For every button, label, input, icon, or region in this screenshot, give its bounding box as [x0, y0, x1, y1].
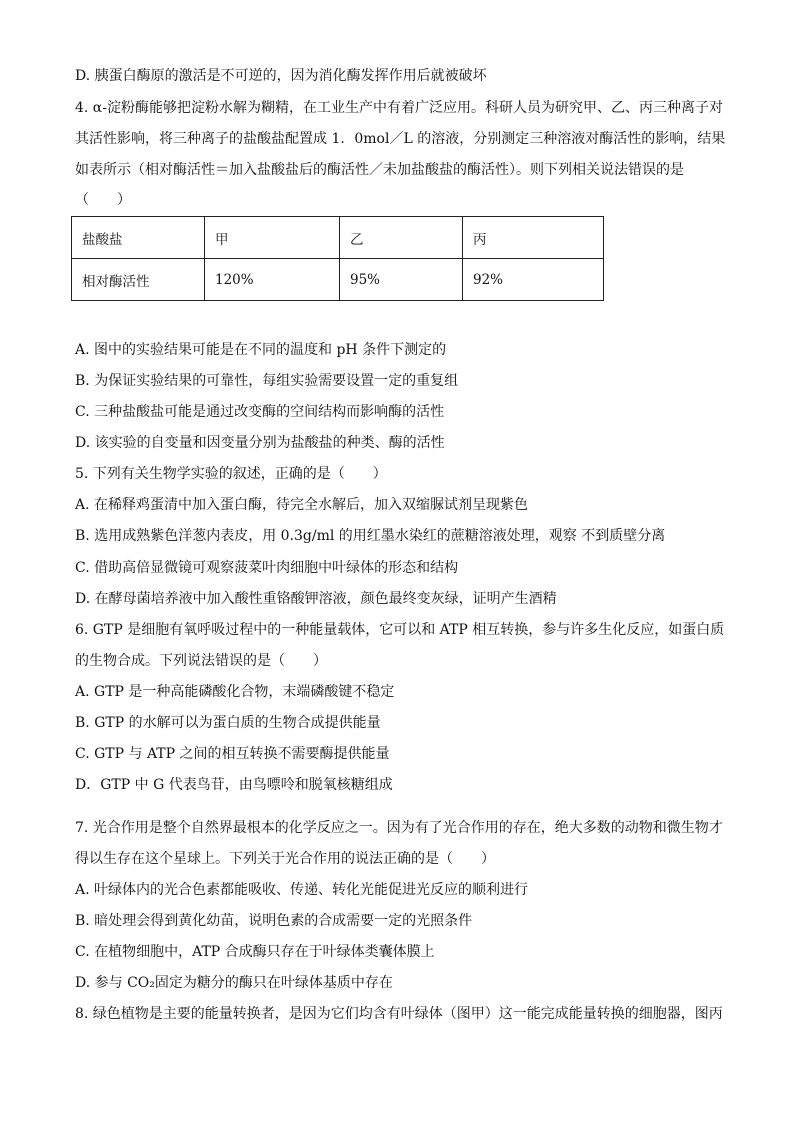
table-row: [72, 259, 604, 301]
text-line: 7. 光合作用是整个自然界最根本的化学反应之一。因为有了光合作用的存在，绝大多数的动物和微生物才: [75, 820, 723, 836]
text-line: 如表所示（相对酶活性＝加入盐酸盐后的酶活性／未加盐酸盐的酶活性）。则下列相关说法错误的是: [75, 162, 684, 178]
table-cell: 甲: [205, 217, 340, 259]
text-line: B. 为保证实验结果的可靠性，每组实验需要设置一定的重复组: [75, 373, 459, 389]
table-cell: 盐酸盐: [72, 217, 205, 259]
table-cell: 95%: [340, 259, 463, 301]
text-line: D. 胰蛋白酶原的激活是不可逆的，因为消化酶发挥作用后就被破坏: [75, 68, 487, 84]
table-cell: 相对酶活性: [72, 259, 205, 301]
text-line: 6. GTP 是细胞有氧呼吸过程中的一种能量载体，它可以和 ATP 相互转换，参与许多生化反应，如蛋白质: [75, 622, 725, 638]
table-row: [72, 217, 604, 259]
text-line: 其活性影响，将三种离子的盐酸盐配置成 1．0mol／L 的溶液，分别测定三种溶液对酶活性的影响，结果: [75, 131, 726, 147]
text-line: B. 暗处理会得到黄化幼苗，说明色素的合成需要一定的光照条件: [75, 913, 473, 929]
text-line: 4. α-淀粉酶能够把淀粉水解为糊精，在工业生产中有着广泛应用。科研人员为研究甲、乙、丙三种离子对: [75, 100, 723, 116]
text-line: B. GTP 的水解可以为蛋白质的生物合成提供能量: [75, 715, 381, 731]
table-cell: 丙: [463, 217, 604, 259]
text-line: C. 三种盐酸盐可能是通过改变酶的空间结构而影响酶的活性: [75, 404, 445, 420]
text-line: D．GTP 中 G 代表鸟苷，由鸟嘌呤和脱氧核糖组成: [75, 777, 393, 793]
table-cell: 92%: [463, 259, 604, 301]
text-line: A. 在稀释鸡蛋清中加入蛋白酶，待完全水解后，加入双缩脲试剂呈现紫色: [75, 497, 529, 513]
enzyme-activity-table: [71, 216, 604, 301]
text-line: （ ）: [75, 192, 131, 208]
text-line: C. 在植物细胞中，ATP 合成酶只存在于叶绿体类囊体膜上: [75, 944, 435, 960]
text-line: A. GTP 是一种高能磷酸化合物，末端磷酸键不稳定: [75, 684, 395, 700]
text-line: D. 参与 CO₂固定为糖分的酶只在叶绿体基质中存在: [75, 975, 393, 991]
text-line: 5. 下列有关生物学实验的叙述，正确的是（ ）: [75, 466, 387, 482]
text-line: A. 叶绿体内的光合色素都能吸收、传递、转化光能促进光反应的顺利进行: [75, 882, 529, 898]
text-line: D. 在酵母菌培养液中加入酸性重铬酸钾溶液，颜色最终变灰绿，证明产生酒精: [75, 591, 557, 607]
text-line: 8. 绿色植物是主要的能量转换者，是因为它们均含有叶绿体（图甲）这一能完成能量转换的细胞器，图丙: [75, 1006, 723, 1022]
text-line: B. 选用成熟紫色洋葱内表皮，用 0.3g/ml 的用红墨水染红的蔗糖溶液处理，观察 不到质壁分离: [75, 528, 666, 544]
text-line: 得以生存在这个星球上。下列关于光合作用的说法正确的是（ ）: [75, 851, 495, 867]
text-line: 的生物合成。下列说法错误的是（ ）: [75, 653, 327, 669]
text-line: A. 图中的实验结果可能是在不同的温度和 pH 条件下测定的: [75, 342, 447, 358]
text-line: D. 该实验的自变量和因变量分别为盐酸盐的种类、酶的活性: [75, 435, 445, 451]
table-cell: 乙: [340, 217, 463, 259]
text-line: C. 借助高倍显微镜可观察菠菜叶肉细胞中叶绿体的形态和结构: [75, 560, 459, 576]
text-line: C. GTP 与 ATP 之间的相互转换不需要酶提供能量: [75, 746, 390, 762]
table-cell: 120%: [205, 259, 340, 301]
